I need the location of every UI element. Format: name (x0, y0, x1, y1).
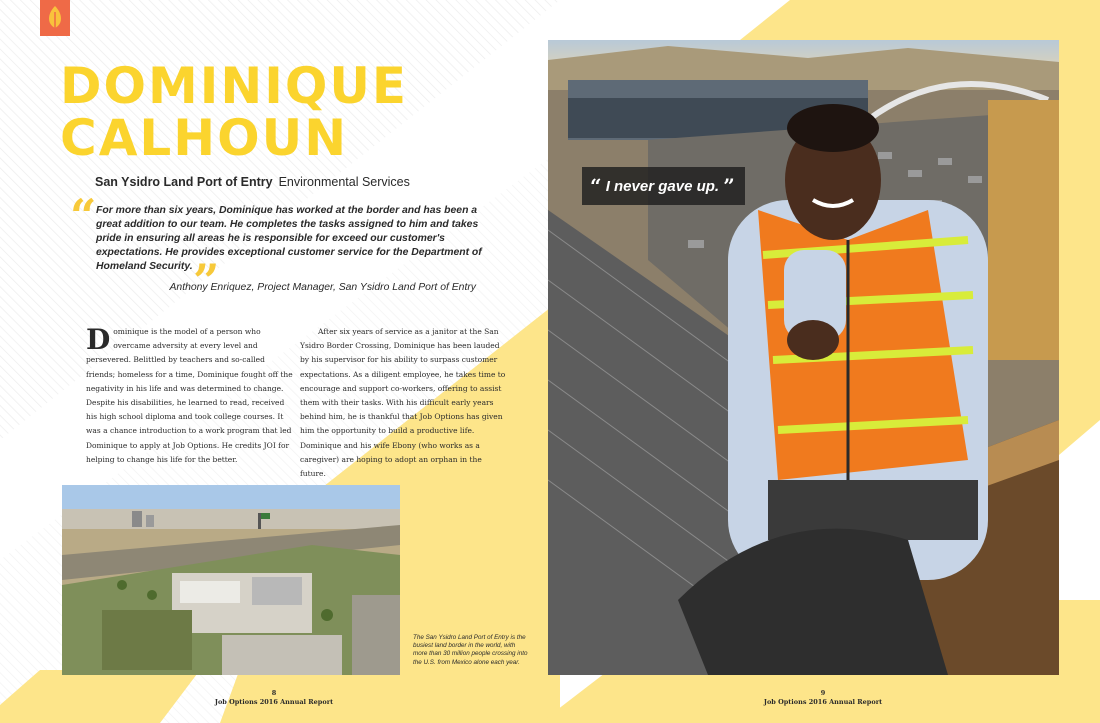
footer-left (204, 689, 344, 707)
corner-badge (40, 0, 70, 36)
pull-quote-open-mark: “ (590, 174, 602, 198)
report-title-left: Job Options 2016 Annual Report (214, 698, 334, 706)
page-number-left: 8 (271, 689, 277, 697)
body-column-1 (86, 325, 296, 467)
footer-right (753, 689, 893, 707)
body-column-2-text: After six years of service as a janitor at the San Ysidro Border Crossing, Dominique has been lauded by his supervisor for his ability to surpass customer expectations. As a diligent employee, he takes time to encourage and support co-workers, offering to assist them with their tasks. With his difficult early years behind him, he is thankful that Job Options has given him the opportunity to build a productive life. Dominique and his wife Ebony (who works as a caregiver) are hoping to adopt an orphan in the future. (300, 327, 506, 479)
body-column-1-text: ominique is the model of a person who overcame adversity at every level and persevered. Belittled by teachers and so-called friends; homeless for a time, Dominique fought off the negativity in his life and was determined to change. Despite his disabilities, he learned to read, received his high school diploma and took college courses. It was a chance introduction to a work program that led Dominique to apply at Job Options. He credits JOI for helping to change his life for the better. (86, 327, 293, 464)
quote-close-mark: ” (193, 254, 220, 308)
drop-cap: D (86, 323, 111, 356)
title-line-2: CALHOUN (60, 109, 349, 167)
body-column-2 (300, 325, 510, 481)
quote-open-mark: “ (70, 189, 97, 243)
pull-quote-close-mark: ” (723, 174, 735, 198)
title-line-1: DOMINIQUE (60, 57, 409, 115)
leaf-icon (45, 4, 65, 32)
page-number-right: 9 (820, 689, 826, 697)
report-title-right: Job Options 2016 Annual Report (763, 698, 883, 706)
testimonial-attribution: Anthony Enriquez, Project Manager, San Ysidro Land Port of Entry (169, 282, 476, 293)
location-label: San Ysidro Land Port of Entry (95, 175, 273, 189)
dominique-portrait-photo (548, 40, 1059, 675)
photo-caption: The San Ysidro Land Port of Entry is the busiest land border in the world, with more than 30 million people crossing into the U.S. from Mexico alone each year. (413, 634, 528, 666)
pull-quote (582, 167, 745, 205)
testimonial-quote: For more than six years, Dominique has worked at the border and has been a great addition to our team. He completes the tasks assigned to him and takes pride in ensuring all areas he is responsible for exceed our customer's expectations. He provides exceptional customer service for the Department of Homeland Security. (96, 205, 482, 272)
page-title (60, 57, 409, 167)
border-aerial-photo (62, 485, 400, 675)
department-label: Environmental Services (278, 175, 410, 189)
subtitle (95, 175, 410, 189)
pull-quote-text: I never gave up. (605, 178, 720, 195)
